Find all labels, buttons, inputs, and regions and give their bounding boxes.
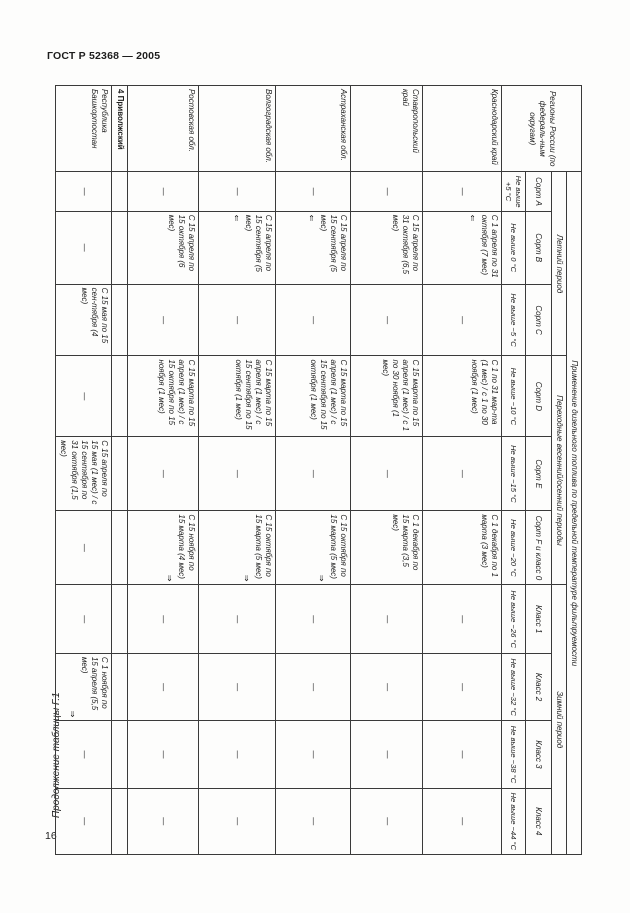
sort-header: Класс 2	[525, 653, 551, 720]
document-header: ГОСТ Р 52368 — 2005	[47, 50, 161, 62]
region-cell: Республика Башкортостан	[56, 86, 112, 172]
sort-header: Класс 4	[525, 788, 551, 854]
page-number: 16	[45, 830, 57, 842]
empty-cell	[112, 211, 128, 284]
table-cell: —	[128, 284, 199, 356]
empty-cell	[112, 721, 128, 788]
arrow-left-icon: ⇐	[467, 214, 477, 222]
temp-header: Не выше +5 °С	[502, 172, 525, 211]
table-cell: —	[351, 284, 423, 356]
empty-cell	[112, 356, 128, 437]
table-cell: —	[276, 437, 351, 511]
table-row	[199, 86, 276, 855]
table-cell: —	[56, 211, 112, 284]
table-cell: —	[276, 585, 351, 653]
table-cell: —	[128, 721, 199, 788]
temp-header: Не выше −38 °С	[502, 721, 525, 788]
table-cell: —	[128, 653, 199, 720]
region-header: Регионы России (по федераль-ным округам)	[502, 86, 582, 172]
section-row	[112, 86, 128, 855]
table-cell: —	[128, 585, 199, 653]
section-title: 4 Приволжский	[112, 86, 128, 172]
table-cell: —	[423, 284, 502, 356]
table-cell: С 15 марта по 15 апреля (1 мес) / с 15 сентября по 15 октября (1 мес)	[276, 356, 351, 437]
table-row	[276, 86, 351, 855]
region-cell: Волгоградская обл.	[199, 86, 276, 172]
table-cell: —	[199, 437, 276, 511]
table-cell: С 15 апреля по 31 октября (6,5 мес)	[351, 211, 423, 284]
table-cell: С 15 марта по 15 апреля (1 мес) / с 15 октября по 15 ноября (1 мес)	[128, 356, 199, 437]
sort-header: Сорт D	[525, 356, 551, 437]
table-cell: —	[56, 511, 112, 585]
summer-header: Летний период	[551, 172, 566, 356]
arrow-left-icon: ⇐	[231, 214, 241, 222]
table-row	[423, 86, 502, 855]
table-cell: —	[56, 585, 112, 653]
table-cell	[276, 511, 351, 585]
cell-text: С 15 апреля по 15 сентября (5 мес)	[243, 214, 274, 272]
empty-cell	[112, 585, 128, 653]
arrow-right-icon: ⇒	[164, 574, 174, 582]
table-row	[351, 86, 423, 855]
table-cell: —	[276, 172, 351, 211]
arrow-right-icon: ⇒	[67, 710, 77, 718]
table-cell: —	[351, 788, 423, 854]
table-cell: С 15 марта по 15 апреля (1 мес) / с 1 по 30 ноября (1 мес)	[351, 356, 423, 437]
table-caption: Продолжение таблицы Г.1	[51, 692, 62, 818]
table-cell: С 15 апреля по 15 октября (6 мес)	[128, 211, 199, 284]
table-cell: —	[423, 788, 502, 854]
table-cell: —	[56, 788, 112, 854]
table-cell: —	[199, 284, 276, 356]
table-cell	[423, 211, 502, 284]
table-cell: —	[128, 172, 199, 211]
table-cell: С 15 мая по 15 сен-тября (4 мес)	[56, 284, 112, 356]
table-cell: —	[276, 653, 351, 720]
table-cell: —	[199, 653, 276, 720]
table-cell: С 15 марта по 15 апреля (1 мес) / с 15 сентября по 15 октября (1 мес)	[199, 356, 276, 437]
table-cell: —	[276, 284, 351, 356]
table-cell: С 1 декабря по 15 марта (3,5 мес)	[351, 511, 423, 585]
table-cell: —	[351, 437, 423, 511]
table-cell: —	[351, 653, 423, 720]
table-cell: —	[423, 653, 502, 720]
table-cell	[56, 653, 112, 720]
empty-cell	[112, 437, 128, 511]
table-cell: С 1 по 31 мар-та (1 мес) / с 1 по 30 ноября (1 мес)	[423, 356, 502, 437]
region-cell: Астраханская обл.	[276, 86, 351, 172]
empty-cell	[112, 653, 128, 720]
main-header: Применение дизельного топлива по предельной температуре фильтруемости	[566, 172, 581, 855]
cell-text: С 15 октября по 15 марта (5 мес)	[254, 514, 274, 579]
cell-text: С 15 ноября по 15 марта (4 мес)	[177, 514, 197, 579]
winter-header: Зимний период	[551, 585, 566, 855]
table-cell: —	[56, 356, 112, 437]
table-cell: —	[199, 172, 276, 211]
table-cell: —	[128, 788, 199, 854]
temp-header: Не выше −5 °С	[502, 284, 525, 356]
empty-cell	[112, 172, 128, 211]
arrow-right-icon: ⇒	[241, 574, 251, 582]
table-cell: —	[423, 172, 502, 211]
temp-header: Не выше −15 °С	[502, 437, 525, 511]
sort-header: Класс 1	[525, 585, 551, 653]
table-cell	[276, 211, 351, 284]
sort-header: Сорт А	[525, 172, 551, 211]
temp-header: Не выше −44 °С	[502, 788, 525, 854]
table-cell: —	[351, 585, 423, 653]
table-cell: С 1 декабря по 1 марта (3 мес)	[423, 511, 502, 585]
table-cell: —	[423, 437, 502, 511]
sort-header: Класс 3	[525, 721, 551, 788]
table-cell: —	[56, 721, 112, 788]
empty-cell	[112, 284, 128, 356]
empty-cell	[112, 511, 128, 585]
sort-header: Сорт F и класс 0	[525, 511, 551, 585]
transition-header: Переходные весенний/осенний периоды	[551, 356, 566, 585]
table-cell: С 15 апреля по 15 мая (1 мес) / с 15 сентября по 31 октября (1,5 мес)	[56, 437, 112, 511]
sort-header: Сорт B	[525, 211, 551, 284]
temp-header: Не выше −20 °С	[502, 511, 525, 585]
table-cell: —	[276, 788, 351, 854]
table-cell: —	[276, 721, 351, 788]
region-cell: Ростовская обл.	[128, 86, 199, 172]
table-cell: —	[351, 172, 423, 211]
table-cell: —	[423, 585, 502, 653]
temp-header: Не выше −26 °С	[502, 585, 525, 653]
empty-cell	[112, 788, 128, 854]
sort-header: Сорт C	[525, 284, 551, 356]
table-cell: —	[199, 585, 276, 653]
table-row	[56, 86, 112, 855]
temp-header: Не выше −10 °С	[502, 356, 525, 437]
cell-text: С 15 апреля по 15 сентября (5 мес)	[318, 214, 349, 272]
rotated-table-container	[59, 85, 582, 855]
table-cell	[128, 511, 199, 585]
table-cell: —	[199, 788, 276, 854]
cell-text: С 15 октября по 15 марта (5 мес)	[329, 514, 349, 579]
table-cell	[199, 511, 276, 585]
table-cell: —	[351, 721, 423, 788]
region-cell: Ставропольский край	[351, 86, 423, 172]
cell-text: С 1 ноября по 15 апреля (5,5 мес)	[79, 656, 110, 711]
table-cell: —	[423, 721, 502, 788]
fuel-usage-table	[55, 85, 582, 855]
region-cell: Краснодарский край	[423, 86, 502, 172]
temp-header: Не выше 0 °С	[502, 211, 525, 284]
table-cell: —	[56, 172, 112, 211]
arrow-left-icon: ⇐	[306, 214, 316, 222]
table-cell	[199, 211, 276, 284]
arrow-right-icon: ⇒	[316, 574, 326, 582]
temp-header: Не выше −32 °С	[502, 653, 525, 720]
table-cell: —	[128, 437, 199, 511]
table-cell: —	[199, 721, 276, 788]
sort-header: Сорт E	[525, 437, 551, 511]
table-row	[128, 86, 199, 855]
cell-text: С 1 апреля по 31 октября (7 мес)	[480, 214, 500, 278]
